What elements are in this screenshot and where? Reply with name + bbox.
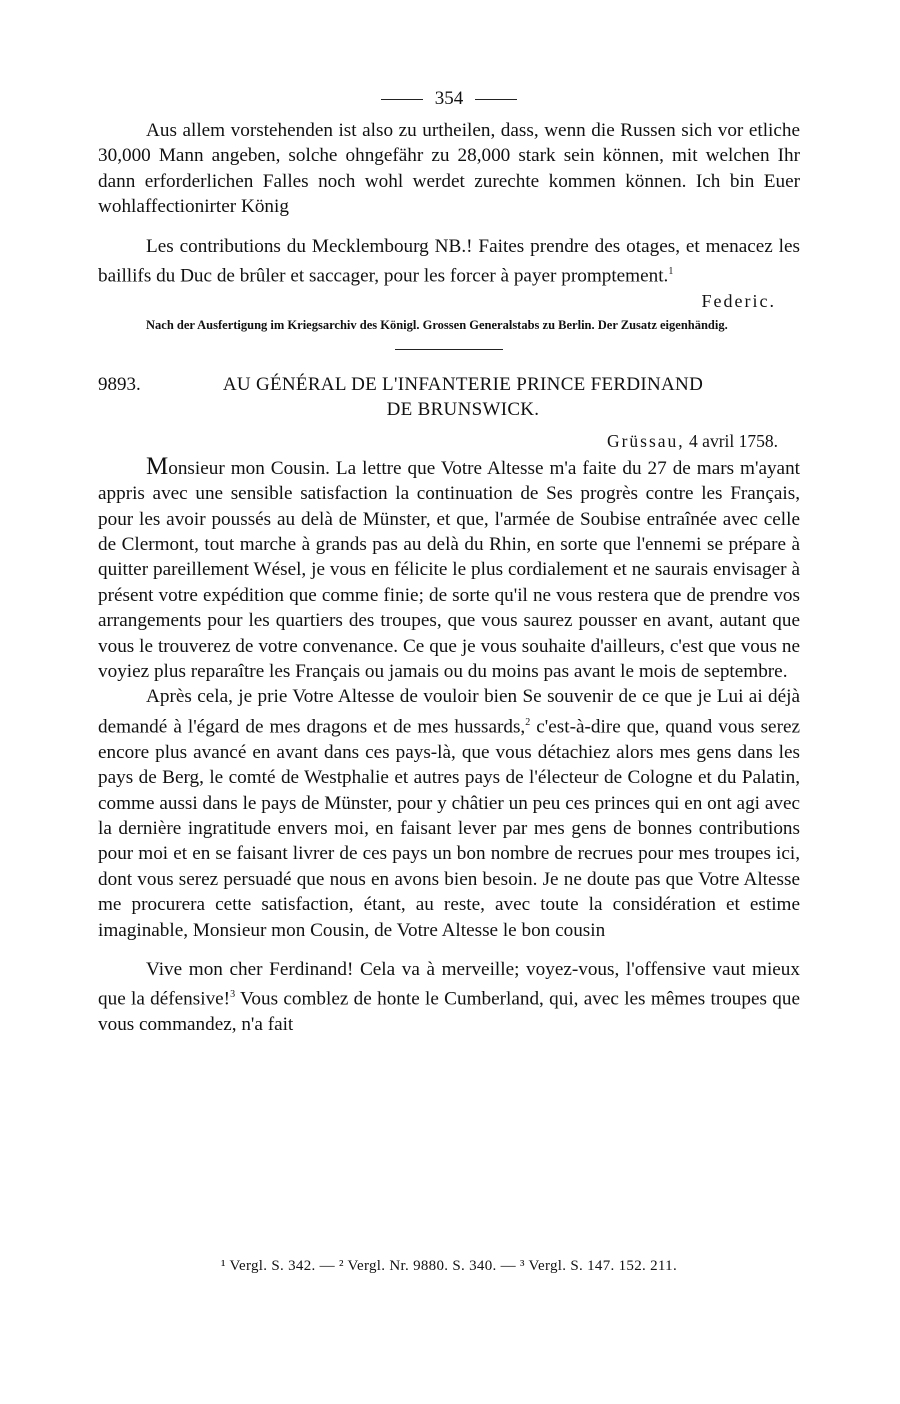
letter-paragraph-1: Monsieur mon Cousin. La lettre que Votre Altesse m'a faite du 27 de mars m'ayant appris avec une sensible satisfaction la continuation de Ses progrès contre les Français, pour les avoir poussés au delà de Münster, et que, l'armée de Soubise entraînée avec celle de Clermont, tout marche à grands pas au delà du Rhin, en sorte que l'ennemi se prépare à quitter pareillement Wésel, je vous en félicite le plus cordialement et ne saurais envisager à présent votre expédition que comme finie; de sorte qu'il ne vous restera que de prendre vos arrangements pour les quartiers des troupes, que vous saurez pousser en avant, autant que vous le trouverez de votre convenance. Ce que je vous souhaite d'ailleurs, c'est que vous ne voyiez plus reparaître les Français ou jamais ou du moins pas avant le mois de septembre. — [98, 452, 800, 683]
letter-paragraph-3: Vive mon cher Ferdinand! Cela va à merveille; voyez-vous, l'offensive vaut mieux que la défensive!$^3$ Vous comblez de honte le Cumberland, qui, avec les mêmes troupes que vous commandez, n'a fait — [98, 958, 800, 1036]
page-number: 354 — [98, 88, 800, 118]
place-date: Grüssau, 4 avril 1758. — [606, 430, 778, 451]
page-content — [98, 88, 800, 1038]
source-note: Nach der Ausfertigung im Kriegsarchiv des Königl. Grossen Generalstabs zu Berlin. Der Zusatz eigenhändig. — [146, 317, 728, 332]
letter-title-line-2: DE BRUNSWICK. — [386, 398, 540, 420]
letter-paragraph-2: Après cela, je prie Votre Altesse de vouloir bien Se souvenir de ce que je Lui ai déjà demandé à l'égard de mes dragons et de mes hussards,$^2$ c'est-à-dire que, quand vous serez encore plus avancé en avant dans ces pays-là, que vous détachiez alors mes gens dans les pays de Berg, le comté de Westphalie et autres pays de l'électeur de Cologne et du Palatin, comme aussi dans le pays de Münster, pour y châtier un peu ces princes qui en ont agi avec la dernière ingratitude envers moi, en faisant lever par mes gens de bonnes contributions pour moi et en se faisant livrer de ces pays un bon nombre de recrues pour mes troupes ici, dont vous serez persuadé que nous en avons bien besoin. Je ne doute pas que Votre Altesse me procurera cette satisfaction, étant, au reste, avec toute la considération et estime imaginable, Monsieur mon Cousin, de Votre Altesse le bon cousin — [98, 686, 800, 941]
paragraph-postscript: Les contributions du Mecklembourg NB.! Faites prendre des otages, et menacez les baillifs du Duc de brûler et saccager, pour les forcer à payer promptement.$^1$ — [98, 235, 800, 287]
paragraph-closing-german: Aus allem vorstehenden ist also zu urtheilen, dass, wenn die Russen sich vor etliche 30,000 Mann angeben, solche ohngefähr zu 28,000 stark sein können, mit welchen Ihr dann erforderlichen Falles noch wohl werdet zurechte kommen können. Ich bin Euer wohlaffectionirter König — [98, 120, 800, 218]
section-divider — [395, 349, 503, 350]
signature: Federic. — [701, 290, 776, 311]
footnotes: ¹ Vergl. S. 342. — ² Vergl. Nr. 9880. S. 340. — ³ Vergl. S. 147. 152. 211. — [220, 1258, 677, 1274]
letter-number: 9893. — [98, 373, 141, 395]
letter-title-line-1: AU GÉNÉRAL DE L'INFANTERIE PRINCE FERDINAND — [222, 373, 704, 395]
letter-heading — [98, 372, 800, 422]
